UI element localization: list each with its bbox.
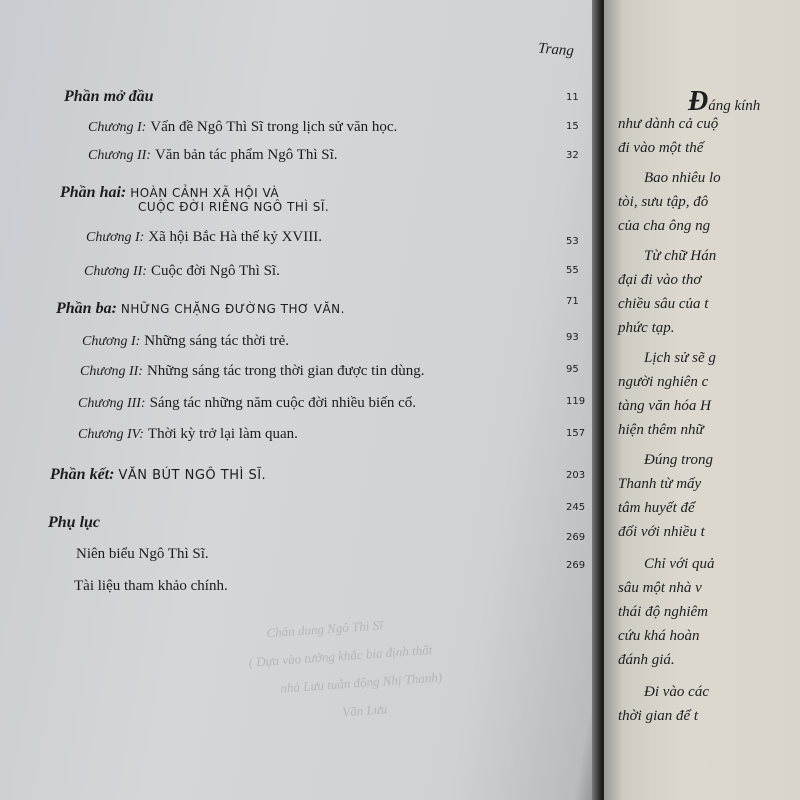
toc-chapter	[78, 394, 416, 412]
toc-chapter-label: Chương I:	[88, 120, 147, 135]
drop-cap: Đ	[688, 86, 709, 117]
toc-part-title: HOÀN CẢNH XÃ HỘI VÀ	[130, 186, 280, 200]
toc-chapter-label: Chương III:	[78, 396, 146, 411]
right-page-line: Chỉ với quả	[644, 556, 715, 572]
right-page-line: thời gian để t	[618, 708, 699, 724]
bleed-through-caption	[206, 607, 544, 750]
toc-chapter	[88, 118, 397, 136]
right-page-line: Lịch sử sẽ g	[644, 350, 716, 366]
toc-part-label: Phần kết:	[50, 466, 115, 483]
toc-part-label: Phụ lục	[48, 514, 101, 531]
toc-part-label: Phần mở đầu	[64, 88, 154, 105]
toc-page-number: 11	[566, 92, 579, 103]
right-page-line: tâm huyết để	[618, 500, 695, 516]
right-page-text	[688, 86, 760, 118]
right-page-line: sâu một nhà v	[618, 580, 702, 596]
right-page-line: phức tạp.	[618, 320, 675, 336]
toc-page-number: 95	[566, 364, 579, 375]
toc-chapter	[78, 425, 298, 443]
toc-page-number: 269	[566, 532, 586, 543]
right-page-line: đối với nhiều t	[618, 524, 705, 540]
toc-chapter	[88, 146, 338, 164]
toc-chapter-title: Những sáng tác trong thời gian được tin dùng.	[146, 363, 425, 379]
toc-chapter-title: Vấn đề Ngô Thì Sĩ trong lịch sử văn học.	[150, 119, 398, 135]
bleed-through-line: ( Dựa vào tưởng khắc bia định thất	[248, 641, 433, 670]
right-page-line: thái độ nghiêm	[618, 604, 708, 620]
right-page-line: đánh giá.	[618, 652, 675, 668]
page-column-header: Trang	[537, 40, 575, 60]
right-page-line: Đi vào các	[644, 684, 709, 700]
toc-page-number: 15	[566, 121, 579, 132]
toc-page-number: 245	[566, 502, 586, 513]
toc-part	[56, 300, 345, 318]
toc-part	[50, 466, 266, 484]
toc-chapter-title: Sáng tác những năm cuộc đời nhiều biến cố.	[149, 395, 417, 411]
right-page-line: cứu khá hoàn	[618, 628, 700, 644]
right-page-line: đi vào một thế	[618, 140, 704, 156]
right-page-line: hiện thêm nhữ	[618, 422, 704, 438]
toc-part-title: NHỮNG CHẶNG ĐƯỜNG THƠ VĂN.	[120, 302, 345, 316]
toc-part-label: Phần hai:	[60, 184, 127, 201]
right-page-line: như dành cả cuộ	[618, 116, 719, 132]
right-page-line: người nghiên c	[618, 374, 709, 390]
toc-chapter-label: Chương II:	[80, 364, 143, 379]
bleed-through-line: Văn Lưu	[341, 701, 388, 720]
right-page-line: của cha ông ng	[618, 218, 711, 234]
toc-appendix-item: Niên biểu Ngô Thì Sĩ.	[76, 546, 209, 562]
bleed-through-line: Chân dung Ngô Thì Sĩ	[266, 617, 384, 641]
toc-page-number: 55	[566, 265, 579, 276]
right-page-line: tàng văn hóa H	[618, 398, 711, 414]
right-page-line: chiều sâu của t	[618, 296, 709, 312]
toc-appendix-item: Tài liệu tham khảo chính.	[74, 578, 228, 594]
toc-chapter-label: Chương I:	[86, 230, 145, 245]
right-page-line: Từ chữ Hán	[644, 248, 717, 264]
toc-chapter-title: Cuộc đời Ngô Thì Sĩ.	[150, 263, 280, 279]
toc-chapter	[82, 332, 289, 350]
toc-page-number: 119	[566, 396, 586, 407]
toc-page-number: 269	[566, 560, 586, 571]
toc-part-title-continued: CUỘC ĐỜI RIÊNG NGÔ THÌ SĨ.	[138, 200, 330, 214]
toc-chapter-label: Chương II:	[88, 148, 151, 163]
toc-chapter-title: Những sáng tác thời trẻ.	[144, 333, 290, 349]
toc-page-number: 203	[566, 470, 586, 481]
bleed-through-line: nhà Lưu tuân động Nhị Thanh)	[279, 669, 443, 696]
toc-page-number: 93	[566, 332, 579, 343]
toc-page-number: 71	[566, 296, 579, 307]
toc-chapter	[80, 362, 424, 380]
toc-chapter-label: Chương IV:	[78, 427, 144, 442]
toc-chapter-title: Thời kỳ trở lại làm quan.	[147, 426, 298, 442]
right-page-line: Bao nhiêu lo	[644, 170, 721, 186]
toc-chapter-title: Văn bản tác phẩm Ngô Thì Sĩ.	[154, 147, 338, 163]
right-page-line: tòi, sưu tập, đô	[618, 194, 709, 210]
toc-part-title: VĂN BÚT NGÔ THÌ SĨ.	[118, 468, 267, 483]
toc-chapter-label: Chương II:	[84, 264, 147, 279]
right-page-line: Đúng trong	[644, 452, 714, 468]
toc-part-label: Phần ba:	[56, 300, 117, 317]
right-page-line: đại đi vào thơ	[618, 272, 702, 288]
toc-page-number: 32	[566, 150, 579, 161]
toc-chapter-label: Chương I:	[82, 334, 141, 349]
right-page-line: Thanh từ mấy	[618, 476, 702, 492]
toc-chapter	[84, 262, 280, 280]
toc-page-number: 53	[566, 236, 579, 247]
right-page	[604, 0, 800, 800]
toc-page-number: 157	[566, 428, 586, 439]
right-page-line: áng kính	[708, 98, 761, 114]
toc-chapter-title: Xã hội Bắc Hà thế kỷ XVIII.	[148, 229, 322, 245]
toc-chapter	[86, 228, 322, 246]
